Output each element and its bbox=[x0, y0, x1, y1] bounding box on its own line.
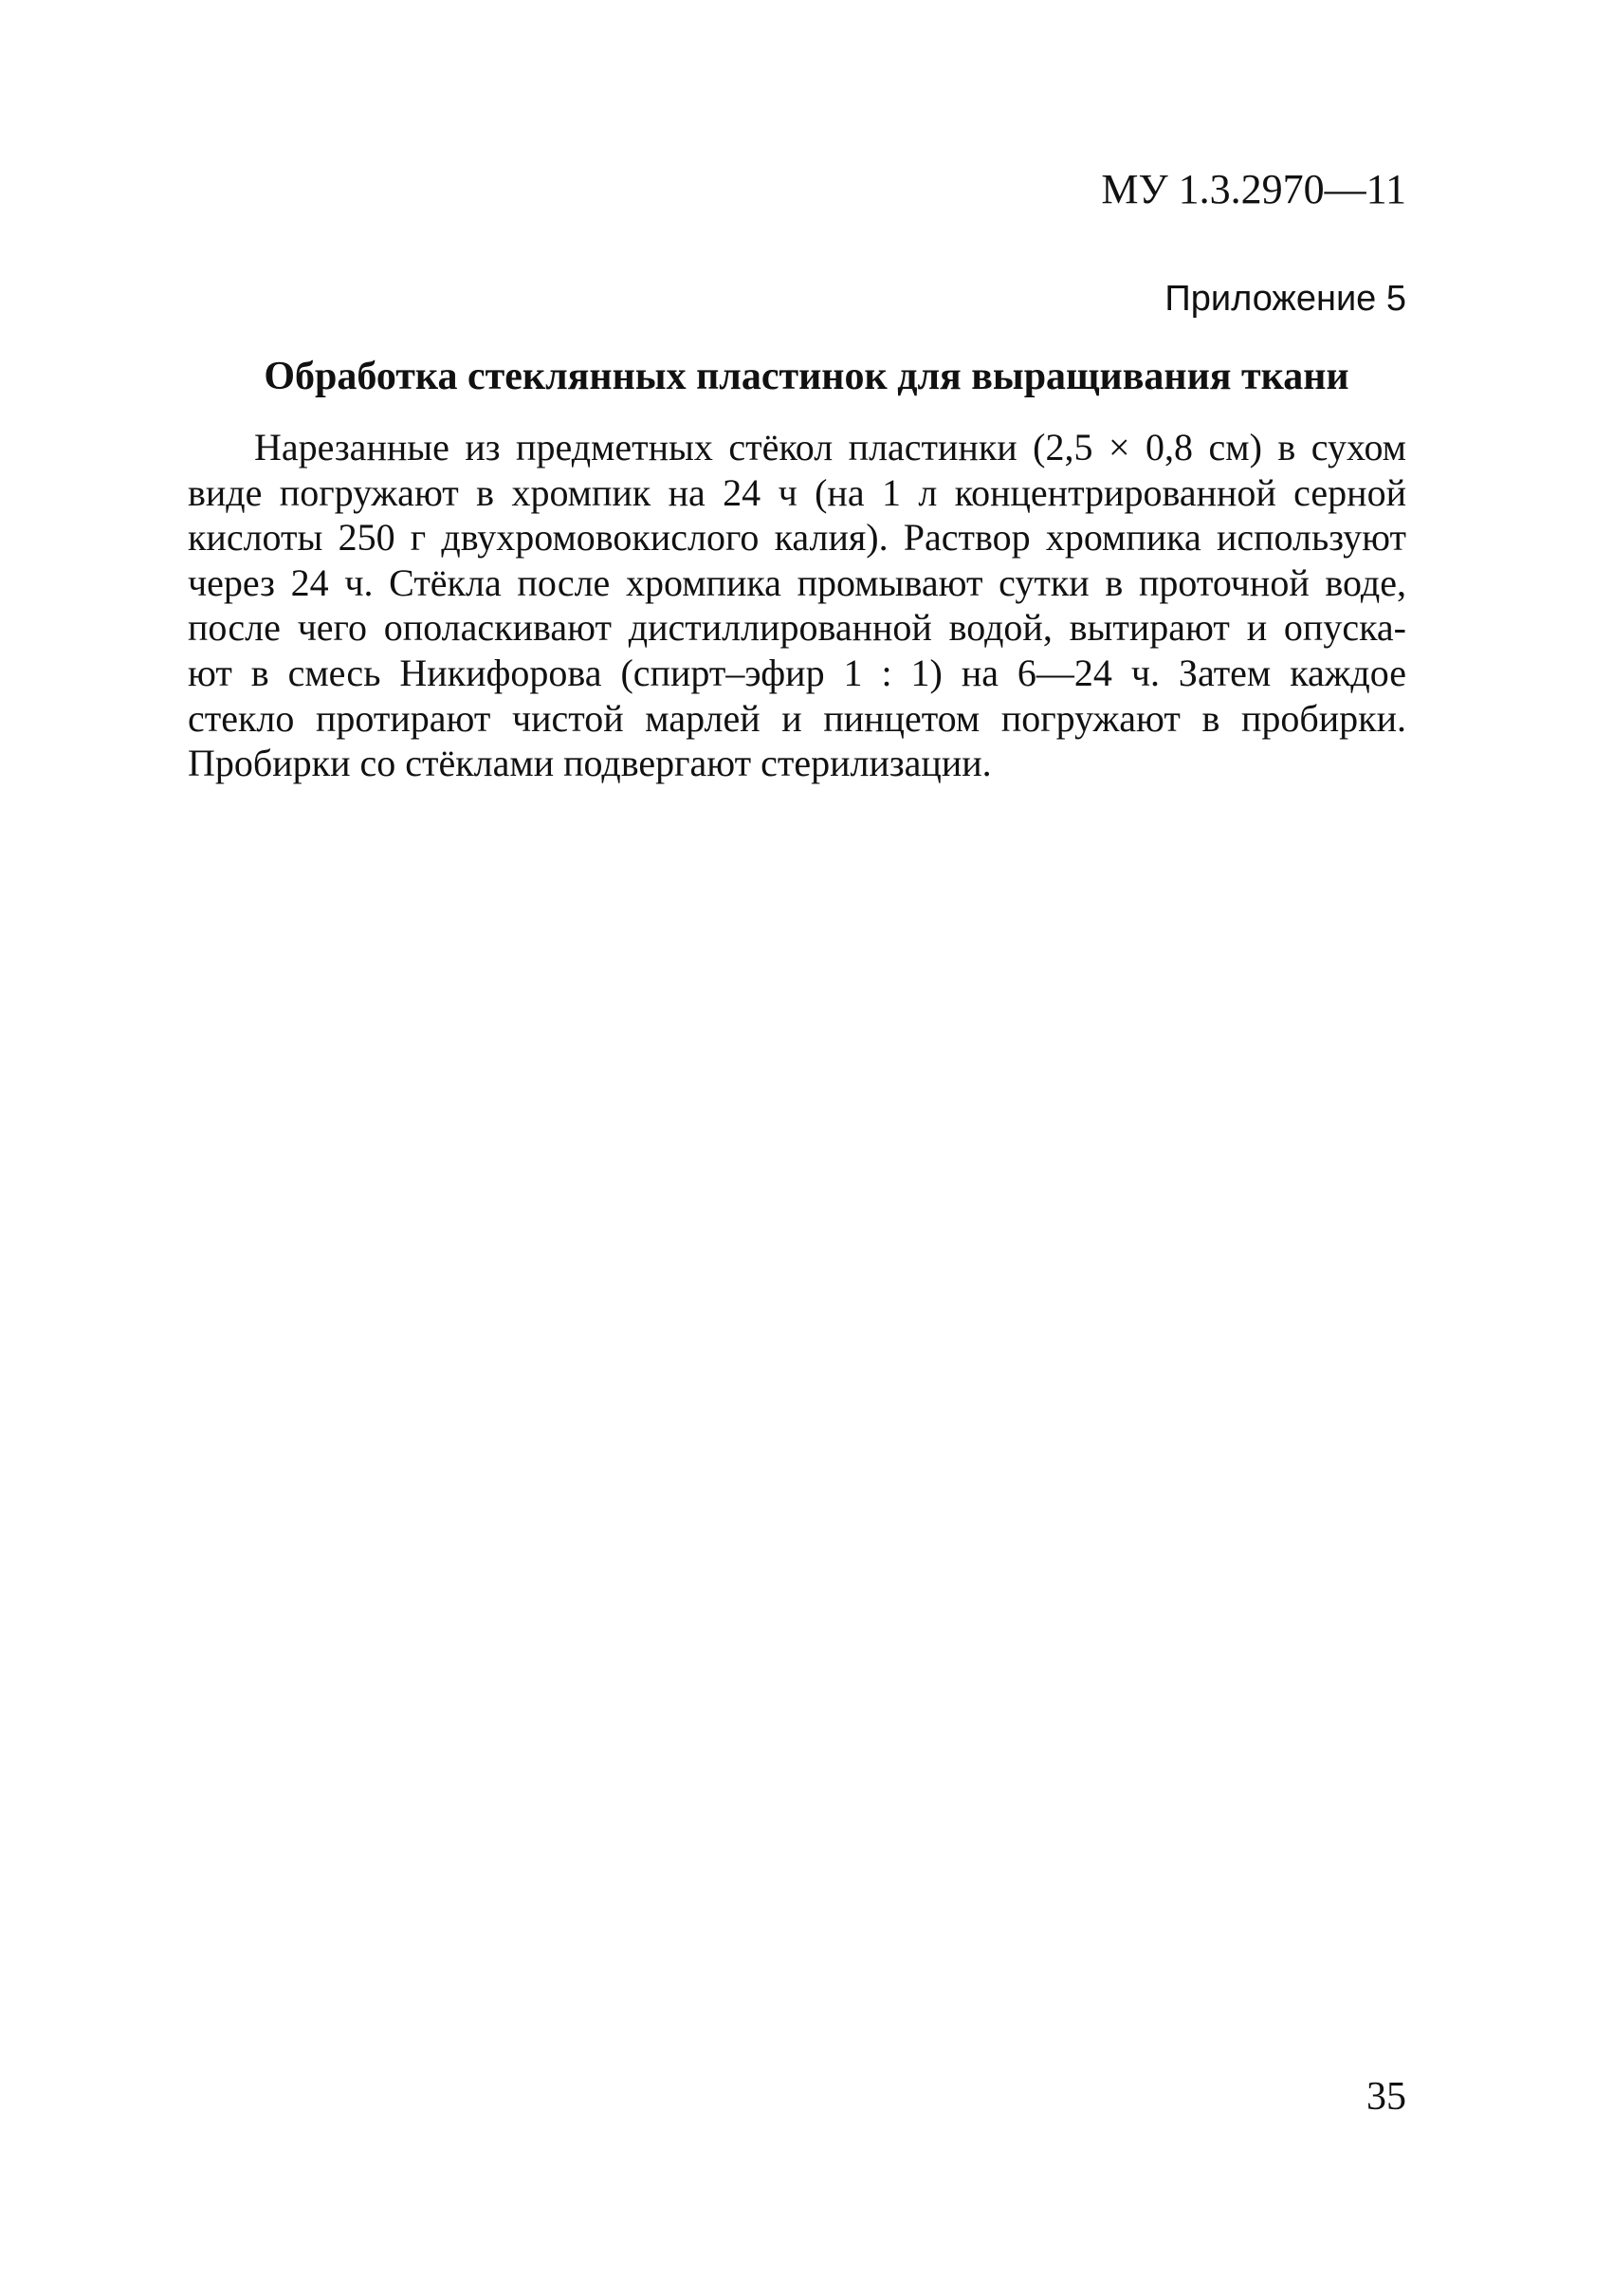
paragraph-line: после чего ополаскивают дистиллированной водой, вытирают и опуска- bbox=[188, 606, 1406, 650]
page-number: 35 bbox=[1366, 2075, 1406, 2119]
paragraph-line: Пробирки со стёклами подвергают стерилизации. bbox=[188, 742, 992, 785]
paragraph-line: Нарезанные из предметных стёкол пластинки (2,5 × 0,8 см) в сухом bbox=[254, 426, 1406, 468]
paragraph-line: стекло протирают чистой марлей и пинцетом погружают в пробирки. bbox=[188, 696, 1406, 740]
section-title: Обработка стеклянных пластинок для выращивания ткани bbox=[264, 355, 1349, 398]
paragraph-line: кислоты 250 г двухромовокислого калия). Раствор хромпика используют bbox=[188, 516, 1406, 560]
paragraph-line: виде погружают в хромпик на 24 ч (на 1 л концентрированной серной bbox=[188, 470, 1406, 514]
document-code: МУ 1.3.2970—11 bbox=[1101, 166, 1406, 212]
appendix-label: Приложение 5 bbox=[1164, 279, 1406, 319]
body-paragraph bbox=[188, 425, 1406, 786]
paragraph-line: через 24 ч. Стёкла после хромпика промывают сутки в проточной воде, bbox=[188, 560, 1406, 604]
paragraph-line: ют в смесь Никифорова (спирт–эфир 1 : 1) на 6—24 ч. Затем каждое bbox=[188, 651, 1406, 694]
